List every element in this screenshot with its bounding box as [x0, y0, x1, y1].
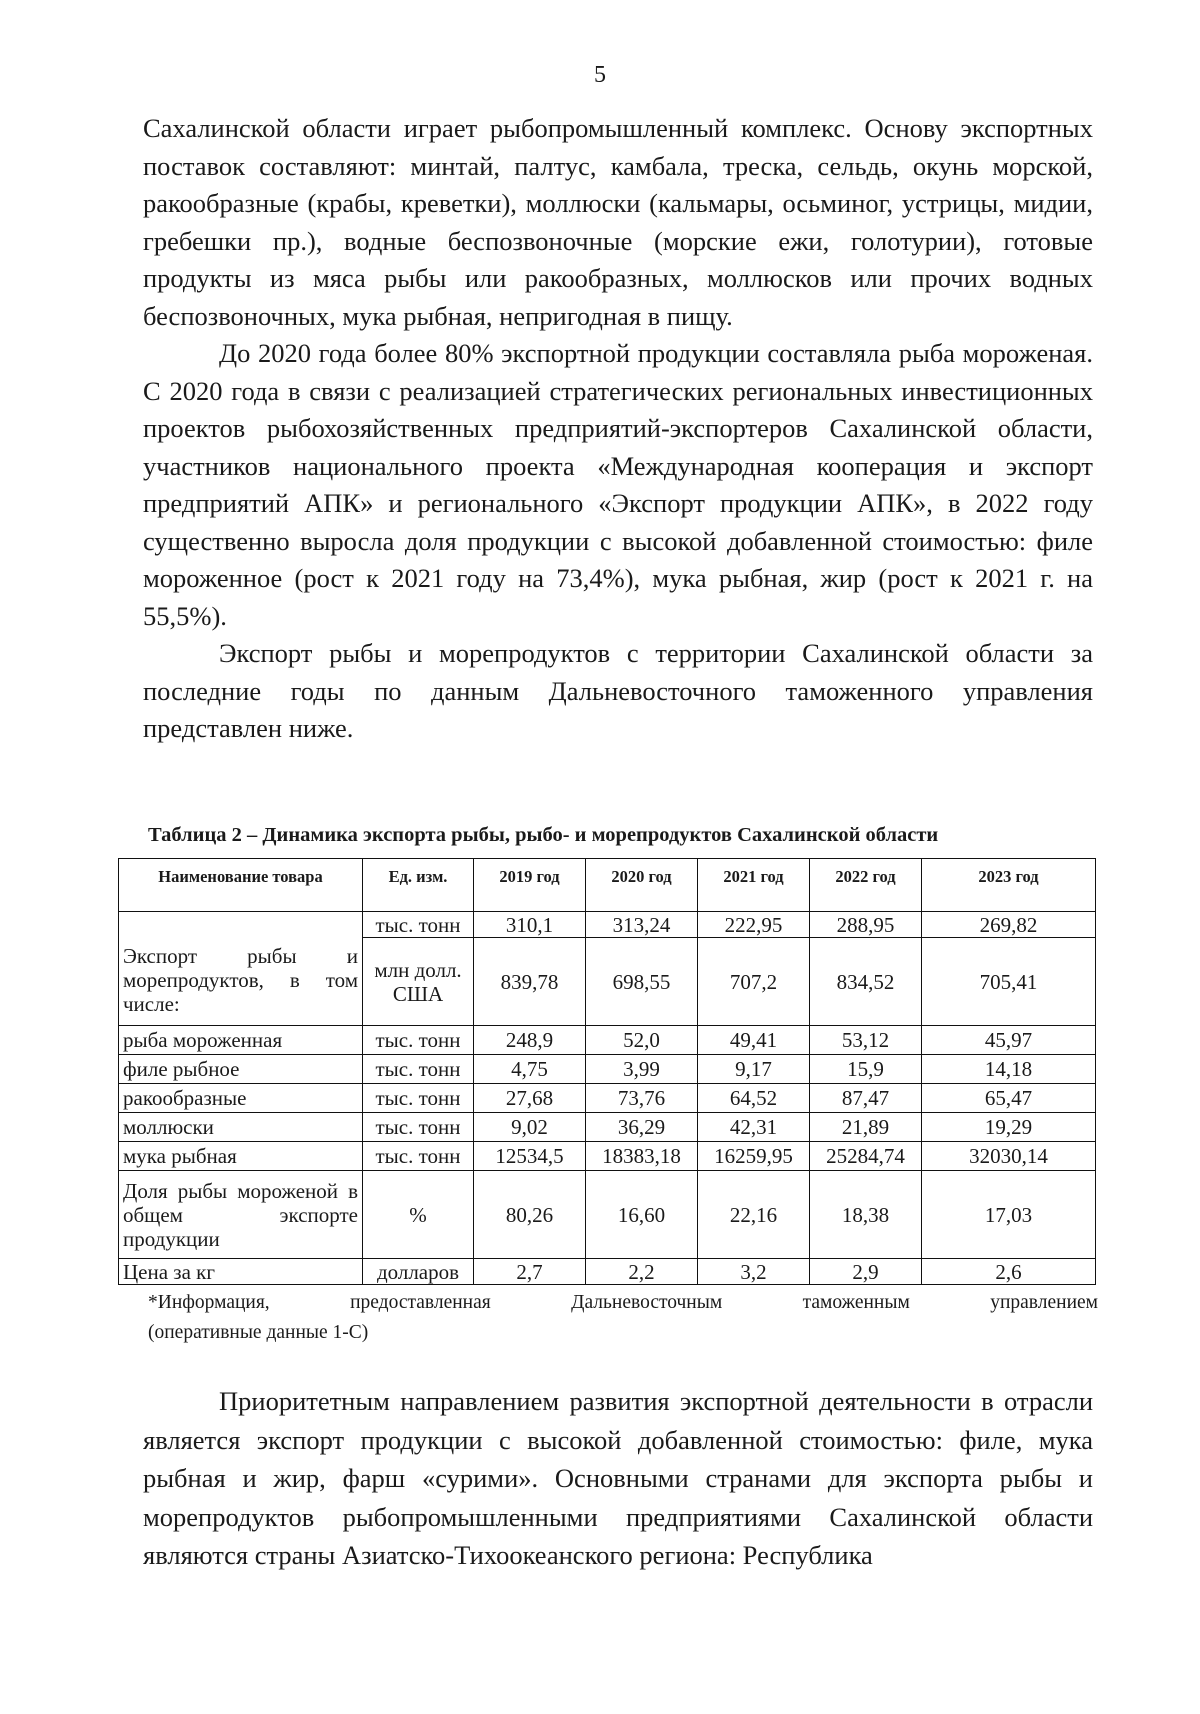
table-cell-value: 707,2 [698, 938, 810, 1026]
table-cell-value: 16,60 [586, 1171, 698, 1259]
body-text-bottom [143, 1382, 1093, 1575]
column-header: Наименование товара [119, 859, 363, 912]
table-cell-value: 834,52 [810, 938, 922, 1026]
table-cell-value: 9,17 [698, 1055, 810, 1084]
table-cell-unit: долларов [363, 1259, 474, 1285]
table-cell-value: 3,2 [698, 1259, 810, 1285]
table-cell-unit: тыс. тонн [363, 1084, 474, 1113]
paragraph: Сахалинской области играет рыбопромышленный комплекс. Основу экспортных поставок составляют: минтай, палтус, камбала, треска, сельдь, окунь морской, ракообразные (крабы, креветки), моллюски (кальмары, осьминог, устрицы, мидии, гребешки пр.), водные беспозвоночные (морские ежи, голотурии), готовые продукты из мяса рыбы или ракообразных, моллюсков или прочих водных беспозвоночных, мука рыбная, непригодная в пищу. [143, 113, 1093, 331]
table-cell-value: 18383,18 [586, 1142, 698, 1171]
export-table [118, 858, 1096, 1285]
footnote-line: (оперативные данные 1-С) [148, 1322, 369, 1343]
table-cell-value: 87,47 [810, 1084, 922, 1113]
table-cell-value: 12534,5 [474, 1142, 586, 1171]
table-cell-value: 15,9 [810, 1055, 922, 1084]
table-cell-value: 310,1 [474, 912, 586, 938]
page-number: 5 [594, 62, 606, 88]
paragraph: Приоритетным направлением развития экспортной деятельности в отрасли является экспорт продукции с высокой добавленной стоимостью: филе, мука рыбная и жир, фарш «сурими». Основными странами для экспорта рыбы и морепродуктов рыбопромышленными предприятиями Сахалинской области являются страны Азиатско-Тихоокеанского региона: Республика [143, 1386, 1093, 1570]
table-cell-value: 32030,14 [922, 1142, 1096, 1171]
table-cell-value: 4,75 [474, 1055, 586, 1084]
table-cell-value: 9,02 [474, 1113, 586, 1142]
table-cell-value: 288,95 [810, 912, 922, 938]
paragraph: Экспорт рыбы и морепродуктов с территории Сахалинской области за последние годы по данным Дальневосточного таможенного управления представлен ниже. [143, 638, 1093, 743]
table-cell-value: 17,03 [922, 1171, 1096, 1259]
table-row [119, 1142, 1096, 1171]
table-cell-unit: тыс. тонн [363, 1026, 474, 1055]
table-cell-name: моллюски [119, 1113, 363, 1142]
table-cell-value: 705,41 [922, 938, 1096, 1026]
table-cell-value: 73,76 [586, 1084, 698, 1113]
table-cell-unit: тыс. тонн [363, 912, 474, 938]
table-cell-value: 2,7 [474, 1259, 586, 1285]
table-cell-value: 19,29 [922, 1113, 1096, 1142]
table-cell-name: ракообразные [119, 1084, 363, 1113]
column-header: 2022 год [810, 859, 922, 912]
table-cell-name: Цена за кг [119, 1259, 363, 1285]
table-cell-value: 27,68 [474, 1084, 586, 1113]
table-cell-unit: тыс. тонн [363, 1055, 474, 1084]
column-header: 2021 год [698, 859, 810, 912]
column-header: 2020 год [586, 859, 698, 912]
table-cell-value: 36,29 [586, 1113, 698, 1142]
table-cell-name: рыба мороженная [119, 1026, 363, 1055]
table-cell-name: мука рыбная [119, 1142, 363, 1171]
table-cell-value: 2,2 [586, 1259, 698, 1285]
table-cell-value: 16259,95 [698, 1142, 810, 1171]
table-caption: Таблица 2 – Динамика экспорта рыбы, рыбо- и морепродуктов Сахалинской области [148, 824, 939, 846]
table-footnote [148, 1288, 1098, 1348]
table-row [119, 1055, 1096, 1084]
table-row [119, 1084, 1096, 1113]
paragraph: До 2020 года более 80% экспортной продукции составляла рыба мороженая. С 2020 года в связи с реализацией стратегических региональных инвестиционных проектов рыбохозяйственных предприятий-экспортеров Сахалинской области, участников национального проекта «Международная кооперация и экспорт предприятий АПК» и регионального «Экспорт продукции АПК», в 2022 году существенно выросла доля продукции с высокой добавленной стоимостью: филе мороженное (рост к 2021 году на 73,4%), мука рыбная, жир (рост к 2021 г. на 55,5%). [143, 338, 1093, 631]
table-cell-value: 269,82 [922, 912, 1096, 938]
table-cell-value: 14,18 [922, 1055, 1096, 1084]
table-header-row [119, 859, 1096, 912]
table-row [119, 1171, 1096, 1259]
column-header: 2023 год [922, 859, 1096, 912]
table-cell-value: 64,52 [698, 1084, 810, 1113]
table-cell-value: 2,6 [922, 1259, 1096, 1285]
table-cell-value: 2,9 [810, 1259, 922, 1285]
table-cell-value: 45,97 [922, 1026, 1096, 1055]
column-header: 2019 год [474, 859, 586, 912]
table-cell-value: 248,9 [474, 1026, 586, 1055]
table-row [119, 1026, 1096, 1055]
table-cell-value: 3,99 [586, 1055, 698, 1084]
table-cell-value: 65,47 [922, 1084, 1096, 1113]
table-cell-value: 222,95 [698, 912, 810, 938]
table-row [119, 1259, 1096, 1285]
table-cell-unit: тыс. тонн [363, 1113, 474, 1142]
table-cell-value: 21,89 [810, 1113, 922, 1142]
table-cell-value: 313,24 [586, 912, 698, 938]
table-cell-value: 25284,74 [810, 1142, 922, 1171]
table-cell-name: филе рыбное [119, 1055, 363, 1084]
table-cell-value: 80,26 [474, 1171, 586, 1259]
table-cell-value: 52,0 [586, 1026, 698, 1055]
table-cell-value: 49,41 [698, 1026, 810, 1055]
body-text-top [143, 110, 1093, 748]
table-cell-unit: % [363, 1171, 474, 1259]
table-row [119, 912, 1096, 938]
table-cell-value: 18,38 [810, 1171, 922, 1259]
table-cell-value: 22,16 [698, 1171, 810, 1259]
footnote-line: *Информация, предоставленная Дальневосточным таможенным управлением [148, 1292, 1098, 1313]
table-row [119, 1113, 1096, 1142]
table-cell-value: 698,55 [586, 938, 698, 1026]
column-header: Ед. изм. [363, 859, 474, 912]
table-cell-name: Экспорт рыбы и морепродуктов, в том числе: [119, 912, 363, 1026]
table-cell-value: 53,12 [810, 1026, 922, 1055]
table-cell-name: Доля рыбы мороженой в общем экспорте продукции [119, 1171, 363, 1259]
table-cell-unit: тыс. тонн [363, 1142, 474, 1171]
table-cell-value: 42,31 [698, 1113, 810, 1142]
table-cell-unit: млн долл. США [363, 938, 474, 1026]
table-cell-value: 839,78 [474, 938, 586, 1026]
